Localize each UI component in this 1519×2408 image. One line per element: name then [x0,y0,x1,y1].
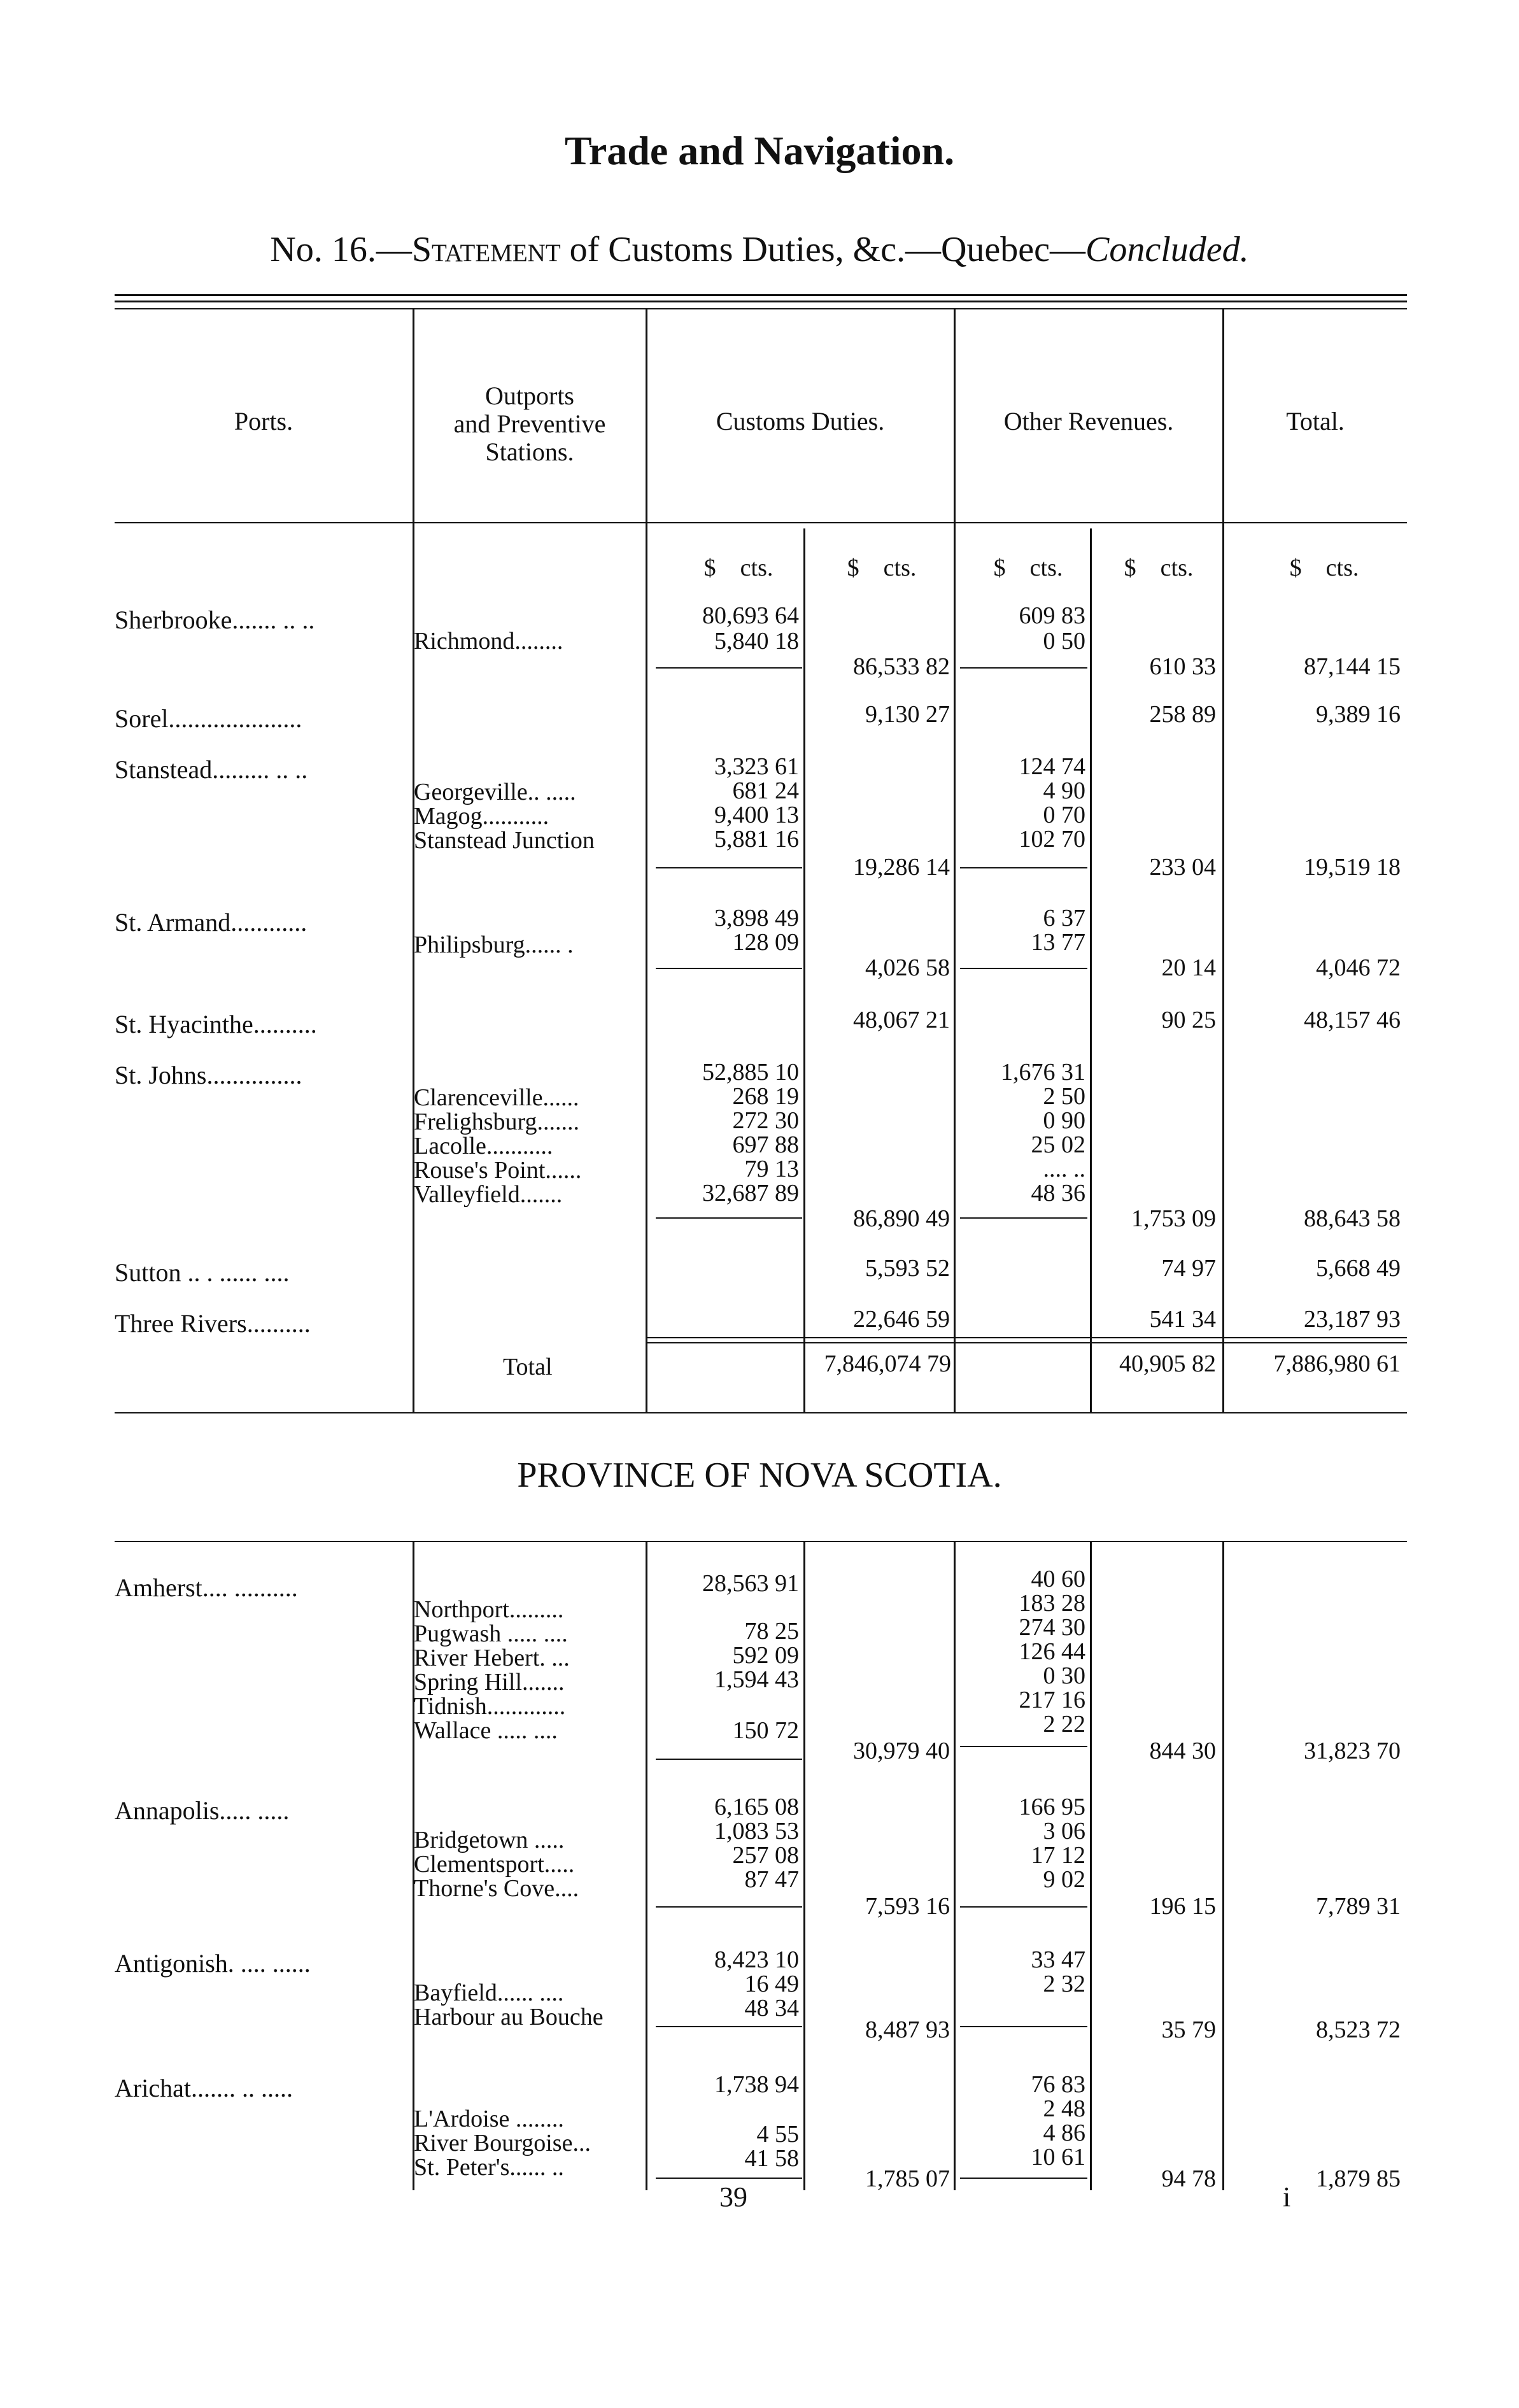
customs-total-antigonish: 8,487 93 [865,2016,950,2043]
outport-valleyfield: Valleyfield....... [414,1181,563,1208]
other-arichat-3: 4 86 [1043,2120,1085,2146]
rule-annapolis-customs [656,1906,802,1908]
ns-col-rule-other [1222,1541,1224,2190]
header-ports: Ports. [234,407,293,436]
other-grand-total: 40,905 82 [1119,1350,1216,1377]
other-arichat-2: 2 48 [1043,2095,1085,2122]
port-sherbrooke: Sherbrooke....... .. .. [115,606,315,634]
col-rule-customs [954,308,956,1413]
rule-stanstead-customs [656,867,802,868]
customs-arichat-3: 41 58 [744,2145,799,2172]
customs-antigonish-3: 48 34 [744,1995,799,2022]
outport-bridgetown: Bridgetown ..... [414,1827,565,1853]
customs-grand-total: 7,846,074 79 [824,1350,951,1377]
outport-frelighsburg: Frelighsburg....... [414,1108,580,1135]
customs-st-armand-2: 128 09 [732,929,799,956]
other-total-annapolis: 196 15 [1149,1893,1216,1920]
signature-mark: i [1283,2181,1291,2213]
customs-annapolis-3: 257 08 [732,1842,799,1869]
subtitle-middle: of Customs Duties, &c.—Quebec— [560,230,1085,269]
subtitle-prefix: No. 16.— [270,230,412,269]
other-annapolis-1: 166 95 [1019,1794,1085,1820]
header-customs: Customs Duties. [716,407,885,436]
customs-stanstead-1: 3,323 61 [714,753,799,780]
outport-northport: Northport......... [414,1596,564,1623]
customs-amherst-2: 78 25 [744,1618,799,1645]
other-amherst-3: 274 30 [1019,1614,1085,1641]
customs-stanstead-2: 681 24 [732,777,799,804]
rule-antigonish-other [960,2026,1087,2027]
other-st-armand-1: 6 37 [1043,905,1085,931]
customs-total-sorel: 9,130 27 [865,701,950,728]
header-total: Total. [1286,407,1345,436]
customs-amherst-4: 1,594 43 [714,1666,799,1693]
other-amherst-7: 2 22 [1043,1711,1085,1738]
customs-total-st-johns: 86,890 49 [853,1205,950,1232]
port-sutton: Sutton .. . ...... .... [115,1258,290,1287]
other-antigonish-1: 33 47 [1031,1946,1085,1973]
customs-stanstead-3: 9,400 13 [714,802,799,828]
col-rule-ports [413,308,414,1413]
other-amherst-1: 40 60 [1031,1566,1085,1592]
other-amherst-6: 217 16 [1019,1687,1085,1713]
other-total-sutton: 74 97 [1161,1255,1216,1282]
rule-st-armand-customs [656,968,802,969]
unit-other-2: $ cts. [1124,555,1194,581]
customs-amherst-1: 28,563 91 [702,1570,799,1597]
rule-st-johns-customs [656,1217,802,1219]
outport-richmond: Richmond........ [414,628,563,655]
rule-quebec-end [115,1412,1407,1413]
customs-total-st-armand: 4,026 58 [865,954,950,981]
grand-total: 7,886,980 61 [1273,1350,1401,1377]
rule-grand-total-1 [647,1337,1407,1338]
other-annapolis-4: 9 02 [1043,1866,1085,1893]
other-st-johns-3: 0 90 [1043,1107,1085,1134]
rule-sherbrooke-customs [656,667,802,669]
other-st-johns-6: 48 36 [1031,1180,1085,1207]
page-number: 39 [719,2181,747,2213]
outport-wallace: Wallace ..... .... [414,1717,558,1744]
other-annapolis-2: 3 06 [1043,1818,1085,1845]
other-sherbrooke: 609 83 [1019,602,1085,629]
subtitle-concluded: Concluded. [1085,230,1249,269]
customs-arichat-2: 4 55 [756,2121,799,2148]
total-annapolis: 7,789 31 [1316,1893,1401,1920]
other-total-three-rivers: 541 34 [1149,1306,1216,1333]
unit-total: $ cts. [1289,555,1359,581]
outport-philipsburg: Philipsburg...... . [414,931,574,958]
outport-lardoise: L'Ardoise ........ [414,2106,564,2132]
other-total-antigonish: 35 79 [1161,2016,1216,2043]
customs-stanstead-4: 5,881 16 [714,826,799,853]
outport-thornes-cove: Thorne's Cove.... [414,1875,579,1902]
col-rule-other [1222,308,1224,1413]
outport-harbour-au-bouche: Harbour au Bouche [414,2004,604,2030]
customs-st-johns-4: 697 88 [732,1131,799,1158]
top-rule-3 [115,308,1407,309]
col-rule-sub-customs [803,528,805,1413]
customs-total-amherst: 30,979 40 [853,1738,950,1764]
total-stanstead: 19,519 18 [1304,854,1401,881]
other-stanstead-1: 124 74 [1019,753,1085,780]
other-stanstead-2: 4 90 [1043,777,1085,804]
other-st-johns-4: 25 02 [1031,1131,1085,1158]
outport-river-hebert: River Hebert. ... [414,1645,570,1671]
other-stanstead-4: 102 70 [1019,826,1085,853]
other-total-sorel: 258 89 [1149,701,1216,728]
rule-amherst-customs [656,1759,802,1760]
other-richmond: 0 50 [1043,628,1085,655]
other-st-armand-2: 13 77 [1031,929,1085,956]
rule-annapolis-other [960,1906,1087,1908]
outport-rouses-point: Rouse's Point...... [414,1157,582,1184]
port-amherst: Amherst.... .......... [115,1573,298,1602]
other-total-stanstead: 233 04 [1149,854,1216,881]
header-outports [414,382,646,466]
rule-st-armand-other [960,968,1087,969]
header-outports-line3: Stations. [485,437,574,466]
header-other: Other Revenues. [1003,407,1174,436]
outport-clarenceville: Clarenceville...... [414,1084,579,1111]
customs-antigonish-1: 8,423 10 [714,1946,799,1973]
unit-other-1: $ cts. [993,555,1063,581]
customs-total-annapolis: 7,593 16 [865,1893,950,1920]
other-st-johns-5: .... .. [1043,1156,1085,1182]
outport-clementsport: Clementsport..... [414,1851,575,1878]
ns-col-rule-sub-customs [803,1541,805,2190]
header-outports-line1: Outports [485,381,574,410]
customs-annapolis-2: 1,083 53 [714,1818,799,1845]
other-amherst-5: 0 30 [1043,1662,1085,1689]
total-three-rivers: 23,187 93 [1304,1306,1401,1333]
customs-total-sherbrooke: 86,533 82 [853,653,950,680]
customs-amherst-3: 592 09 [732,1642,799,1669]
outport-spring-hill: Spring Hill....... [414,1669,565,1696]
rule-sherbrooke-other [960,667,1087,669]
other-total-st-johns: 1,753 09 [1131,1205,1216,1232]
customs-arichat-1: 1,738 94 [714,2071,799,2098]
top-rule-2 [115,301,1407,302]
outport-lacolle: Lacolle........... [414,1133,553,1159]
customs-antigonish-2: 16 49 [744,1971,799,1997]
total-antigonish: 8,523 72 [1316,2016,1401,2043]
customs-st-johns-3: 272 30 [732,1107,799,1134]
total-amherst: 31,823 70 [1304,1738,1401,1764]
other-arichat-4: 10 61 [1031,2144,1085,2171]
outport-river-bourgoise: River Bourgoise... [414,2130,591,2157]
customs-total-stanstead: 19,286 14 [853,854,950,881]
rule-stanstead-other [960,867,1087,868]
customs-annapolis-4: 87 47 [744,1866,799,1893]
total-st-hyacinthe: 48,157 46 [1304,1007,1401,1033]
other-amherst-2: 183 28 [1019,1590,1085,1617]
total-st-johns: 88,643 58 [1304,1205,1401,1232]
port-antigonish: Antigonish. .... ...... [115,1949,311,1978]
subtitle-statement: Statement [411,230,561,269]
other-annapolis-3: 17 12 [1031,1842,1085,1869]
port-st-johns: St. Johns............... [115,1061,302,1089]
col-rule-outports [646,308,647,1413]
customs-total-arichat: 1,785 07 [865,2165,950,2192]
customs-total-st-hyacinthe: 48,067 21 [853,1007,950,1033]
header-rule [115,522,1407,523]
other-st-johns-2: 2 50 [1043,1083,1085,1110]
customs-total-three-rivers: 22,646 59 [853,1306,950,1333]
rule-st-johns-other [960,1217,1087,1219]
rule-nova-scotia-top [115,1541,1407,1542]
header-outports-line2: and Preventive [453,409,606,438]
other-total-st-armand: 20 14 [1161,954,1216,981]
total-arichat: 1,879 85 [1316,2165,1401,2192]
port-three-rivers: Three Rivers.......... [115,1309,311,1338]
other-st-johns-1: 1,676 31 [1001,1059,1085,1086]
customs-st-johns-5: 79 13 [744,1156,799,1182]
outport-bayfield: Bayfield...... .... [414,1980,564,2006]
other-antigonish-2: 2 32 [1043,1971,1085,1997]
rule-amherst-other [960,1746,1087,1747]
total-sherbrooke: 87,144 15 [1304,653,1401,680]
outport-stanstead-junction: Stanstead Junction [414,827,595,854]
rule-grand-total-2 [647,1342,1407,1343]
port-st-armand: St. Armand............ [115,908,307,937]
port-sorel: Sorel..................... [115,704,302,733]
total-st-armand: 4,046 72 [1316,954,1401,981]
outport-pugwash: Pugwash ..... .... [414,1620,568,1647]
other-arichat-1: 76 83 [1031,2071,1085,2098]
other-total-sherbrooke: 610 33 [1149,653,1216,680]
customs-st-johns-2: 268 19 [732,1083,799,1110]
section-heading-nova-scotia: PROVINCE OF NOVA SCOTIA. [517,1455,1002,1495]
other-total-amherst: 844 30 [1149,1738,1216,1764]
rule-antigonish-customs [656,2026,802,2027]
customs-st-armand-1: 3,898 49 [714,905,799,931]
port-st-hyacinthe: St. Hyacinthe.......... [115,1010,317,1038]
outport-georgeville: Georgeville.. ..... [414,779,576,805]
ns-col-rule-outports [646,1541,647,2190]
col-rule-sub-other [1090,528,1092,1413]
other-total-st-hyacinthe: 90 25 [1161,1007,1216,1033]
ns-col-rule-sub-other [1090,1541,1092,2190]
grand-total-label: Total [503,1354,553,1380]
top-rule-1 [115,294,1407,296]
port-stanstead: Stanstead......... .. .. [115,755,308,784]
customs-amherst-5: 150 72 [732,1717,799,1744]
table-subtitle [0,229,1519,270]
port-annapolis: Annapolis..... ..... [115,1796,290,1825]
outport-magog: Magog........... [414,803,549,830]
unit-customs-2: $ cts. [847,555,917,581]
page-title: Trade and Navigation. [564,128,955,173]
other-total-arichat: 94 78 [1161,2165,1216,2192]
customs-st-johns-6: 32,687 89 [702,1180,799,1207]
customs-total-sutton: 5,593 52 [865,1255,950,1282]
customs-sherbrooke: 80,693 64 [702,602,799,629]
outport-tidnish: Tidnish............. [414,1693,566,1720]
unit-customs-1: $ cts. [703,555,774,581]
customs-annapolis-1: 6,165 08 [714,1794,799,1820]
total-sorel: 9,389 16 [1316,701,1401,728]
other-amherst-4: 126 44 [1019,1638,1085,1665]
rule-arichat-other [960,2178,1087,2179]
customs-st-johns-1: 52,885 10 [702,1059,799,1086]
port-arichat: Arichat....... .. ..... [115,2074,293,2102]
total-sutton: 5,668 49 [1316,1255,1401,1282]
other-stanstead-3: 0 70 [1043,802,1085,828]
ns-col-rule-customs [954,1541,956,2190]
rule-arichat-customs [656,2178,802,2179]
customs-richmond: 5,840 18 [714,628,799,655]
outport-st-peters: St. Peter's...... .. [414,2154,564,2181]
